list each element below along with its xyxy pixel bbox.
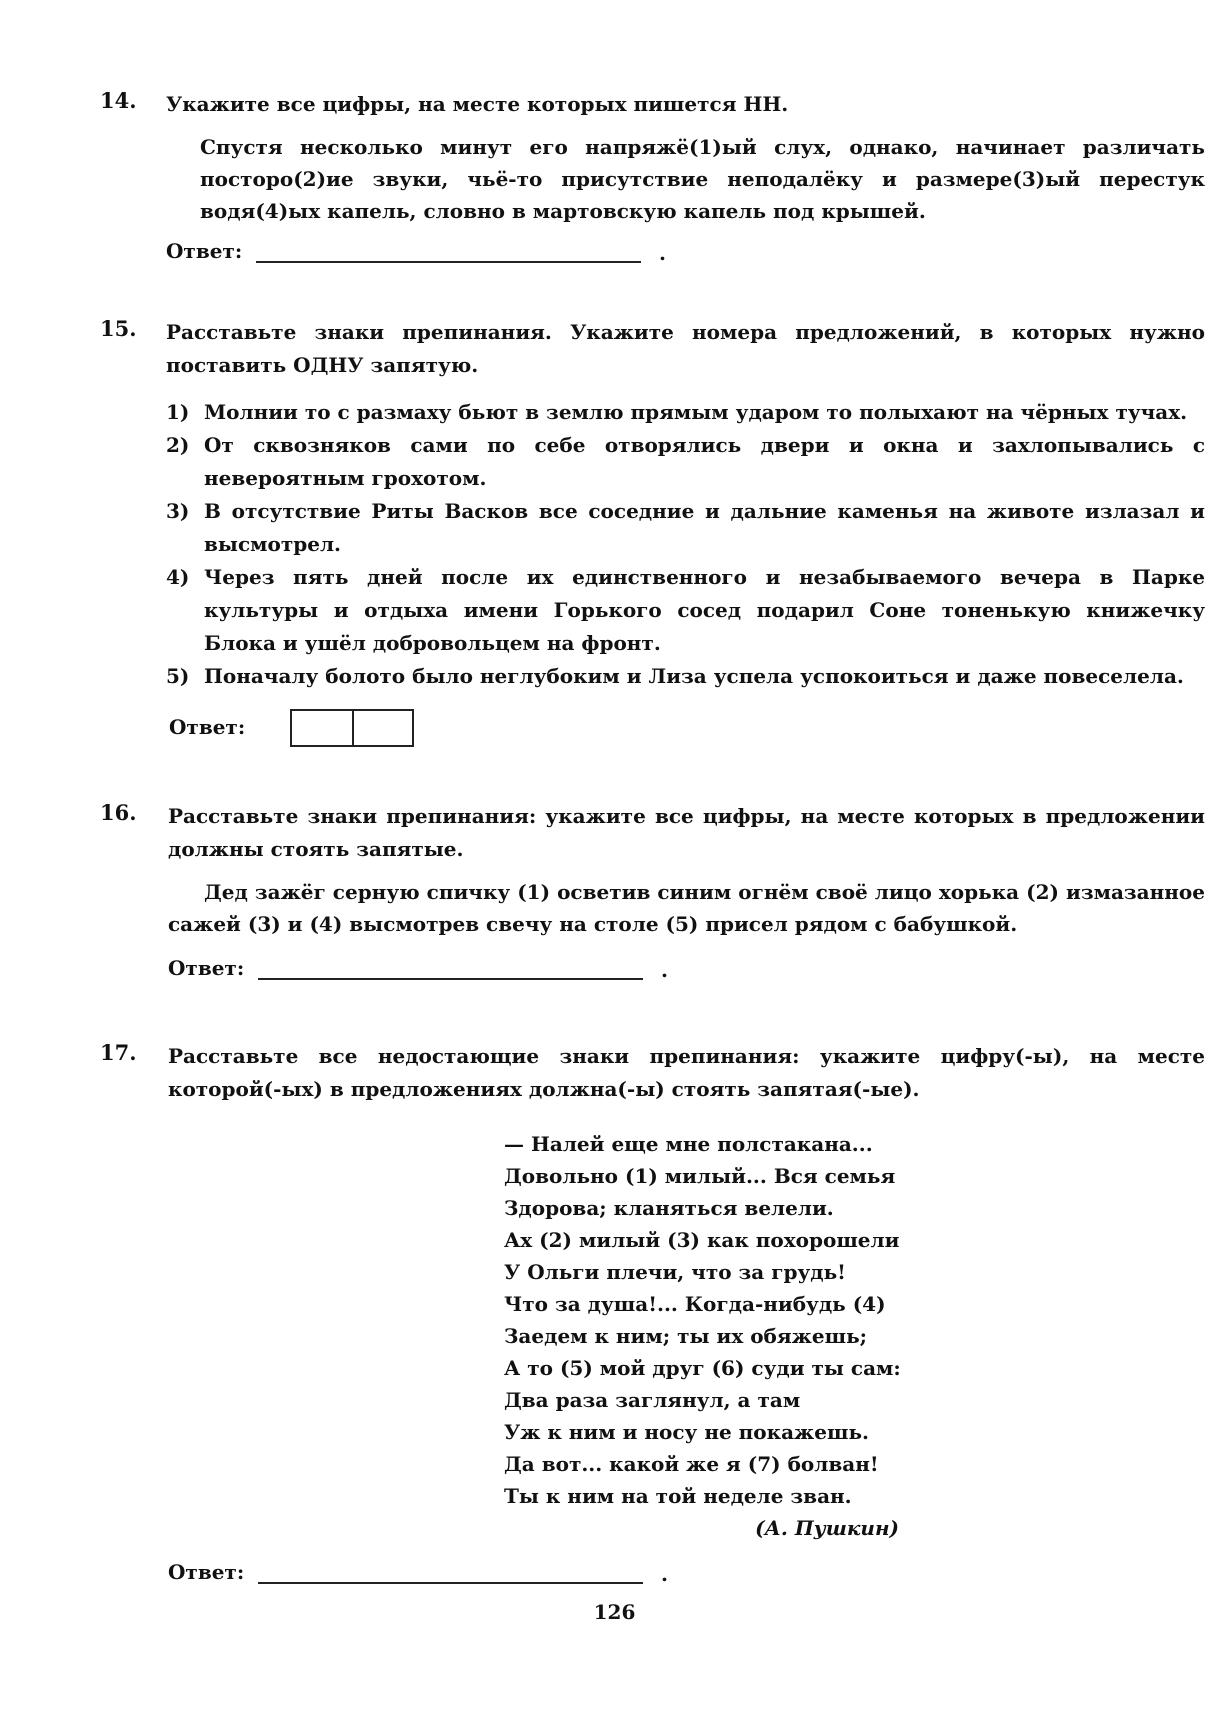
answer-label: Ответ: xyxy=(166,239,243,263)
task-number: 16. xyxy=(100,800,137,825)
list-item xyxy=(166,396,1205,429)
item-text: Поначалу болото было неглубоким и Лиза успела успокоиться и даже повеселела. xyxy=(204,664,1184,688)
item-text: От сквозняков сами по себе отворялись двери и окна и захлопывались с невероятным грохотом. xyxy=(204,433,1205,490)
poem-line: — Налей еще мне полстакана... xyxy=(504,1132,873,1156)
answer-label: Ответ: xyxy=(169,715,246,739)
poem-line: Ах (2) милый (3) как похорошели xyxy=(504,1228,900,1252)
task-15 xyxy=(100,316,1205,747)
poem-line: Довольно (1) милый... Вся семья xyxy=(504,1164,896,1188)
list-item xyxy=(166,429,1205,495)
answer-boxes xyxy=(290,709,414,747)
poem-line: У Ольги плечи, что за грудь! xyxy=(504,1260,846,1284)
item-number: 1) xyxy=(166,400,190,424)
poem-line: Да вот... какой же я (7) болван! xyxy=(504,1452,879,1476)
answer-period: . xyxy=(661,958,668,982)
task-question: Расставьте знаки препинания: укажите все цифры, на месте которых в предложении должны стоять запятые. xyxy=(168,804,1205,861)
poem-line: Уж к ним и носу не покажешь. xyxy=(504,1420,869,1444)
poem-line: Что за душа!... Когда-нибудь (4) xyxy=(504,1292,886,1316)
answer-box-2[interactable] xyxy=(352,711,412,745)
poem-line: Ты к ним на той неделе зван. xyxy=(504,1484,852,1508)
task-text: Спустя несколько минут его напряжё(1)ый слух, однако, начинает различать посторо(2)ие звуки, чьё-то присутствие неподалёку и размере(3)ый перестук водя(4)ых капель, словно в мартовскую капель под крышей. xyxy=(200,135,1205,223)
poem-author: (А. Пушкин) xyxy=(755,1516,899,1540)
answer-line[interactable] xyxy=(258,1582,643,1584)
task-number: 14. xyxy=(100,88,137,113)
poem-line: Два раза заглянул, а там xyxy=(504,1388,801,1412)
answer-row xyxy=(168,1556,1205,1592)
answer-row xyxy=(166,707,1205,747)
list-item xyxy=(166,561,1205,660)
item-text: В отсутствие Риты Васков все соседние и дальние каменья на животе излазал и высмотрел. xyxy=(204,499,1205,556)
item-number: 3) xyxy=(166,499,190,523)
answer-box-1[interactable] xyxy=(292,711,352,745)
task-number: 17. xyxy=(100,1040,137,1065)
poem-line: Заедем к ним; ты их обяжешь; xyxy=(504,1324,868,1348)
answer-period: . xyxy=(661,1562,668,1586)
sentence-list xyxy=(166,396,1205,693)
poem xyxy=(504,1128,924,1544)
task-17 xyxy=(100,1040,1205,1106)
answer-period: . xyxy=(659,241,666,265)
page-number: 126 xyxy=(593,1600,636,1624)
item-number: 5) xyxy=(166,664,190,688)
answer-line[interactable] xyxy=(258,978,643,980)
task-text: Дед зажёг серную спичку (1) осветив синим огнём своё лицо хорька (2) измазанное сажей (3) и (4) высмотрев свечу на столе (5) присел рядом с бабушкой. xyxy=(168,880,1205,936)
task-question: Расставьте все недостающие знаки препинания: укажите цифру(-ы), на месте которой(-ых) в предложениях должна(-ы) стоять запятая(-ые). xyxy=(168,1044,1205,1101)
item-number: 2) xyxy=(166,433,190,457)
answer-label: Ответ: xyxy=(168,1560,245,1584)
answer-line[interactable] xyxy=(256,261,641,263)
task-number: 15. xyxy=(100,316,137,341)
list-item xyxy=(166,660,1205,693)
task-14 xyxy=(100,88,1205,271)
answer-row xyxy=(166,235,1205,271)
task-question: Укажите все цифры, на месте которых пишется НН. xyxy=(166,92,789,116)
item-number: 4) xyxy=(166,565,190,589)
item-text: Молнии то с размаху бьют в землю прямым ударом то полыхают на чёрных тучах. xyxy=(204,400,1188,424)
task-question: Расставьте знаки препинания. Укажите номера предложений, в которых нужно поставить ОДНУ запятую. xyxy=(166,320,1205,377)
poem-line: А то (5) мой друг (6) суди ты сам: xyxy=(504,1356,901,1380)
answer-label: Ответ: xyxy=(168,956,245,980)
task-16 xyxy=(100,800,1205,988)
item-text: Через пять дней после их единственного и незабываемого вечера в Парке культуры и отдыха имени Горького сосед подарил Соне тоненькую книжечку Блока и ушёл добровольцем на фронт. xyxy=(204,565,1205,655)
task-17-answer xyxy=(100,1556,1205,1592)
poem-line: Здорова; кланяться велели. xyxy=(504,1196,834,1220)
list-item xyxy=(166,495,1205,561)
answer-row xyxy=(168,952,1205,988)
